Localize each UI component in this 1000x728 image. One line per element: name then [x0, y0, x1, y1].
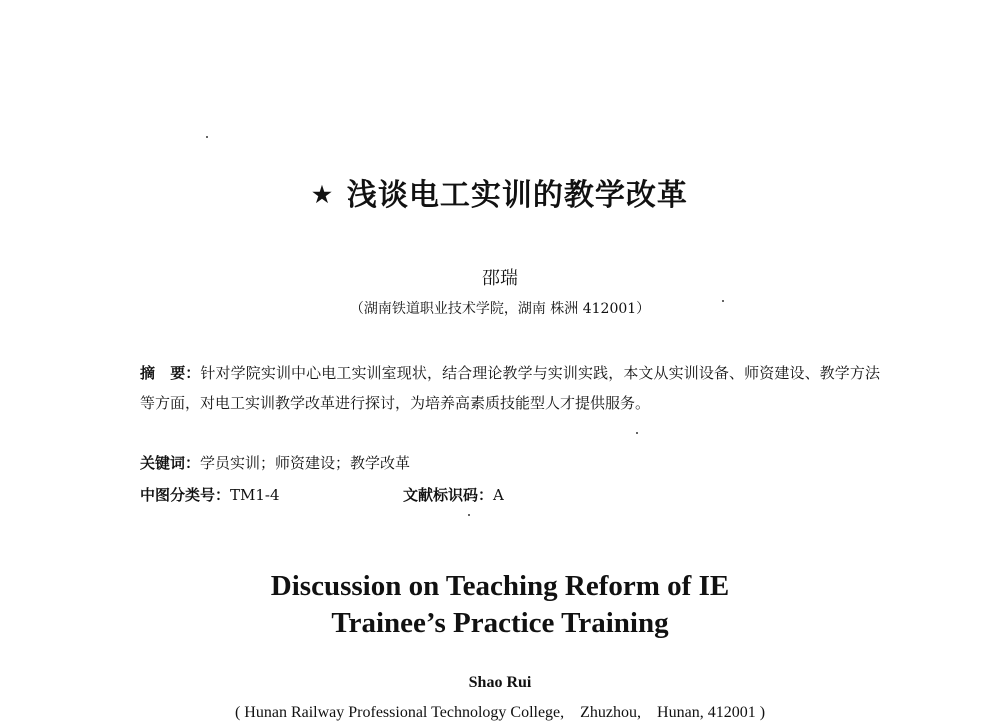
- english-title-line1: Discussion on Teaching Reform of IE: [270, 570, 730, 602]
- scan-speck: [636, 432, 638, 434]
- star-icon: ★: [312, 182, 333, 208]
- chinese-affiliation: （湖南铁道职业技术学院，湖南 株洲 412001）: [349, 301, 651, 317]
- english-title: [0, 568, 1000, 642]
- classification-value: TM1-4: [230, 486, 280, 504]
- keywords-text: 学员实训；师资建设；教学改革: [200, 454, 411, 472]
- keywords-label: 关键词：: [140, 454, 201, 472]
- abstract-label: 摘 要：: [140, 364, 201, 382]
- english-affiliation: ( Hunan Railway Professional Technology College, Zhuzhou, Hunan, 412001 ): [234, 704, 766, 721]
- chinese-title-text: 浅谈电工实训的教学改革: [346, 178, 688, 213]
- chinese-author: 邵瑞: [482, 268, 518, 289]
- abstract-text: 针对学院实训中心电工实训室现状，结合理论教学与实训实践，本文从实训设备、师资建设、教学方法等方面，对电工实训教学改革进行探讨，为培养高素质技能型人才提供服务。: [140, 364, 880, 412]
- document-code-value: A: [493, 486, 504, 504]
- classification-number: [140, 484, 280, 505]
- scan-speck: [468, 514, 470, 516]
- english-title-line2: Trainee’s Practice Training: [331, 607, 669, 639]
- classification-label: 中图分类号：: [140, 486, 231, 504]
- english-author: Shao Rui: [468, 674, 532, 691]
- scan-speck: [206, 136, 208, 138]
- document-code: [403, 484, 504, 505]
- keywords: [140, 452, 410, 473]
- chinese-abstract: [140, 358, 880, 418]
- chinese-title: [0, 170, 1000, 214]
- document-code-label: 文献标识码：: [403, 486, 494, 504]
